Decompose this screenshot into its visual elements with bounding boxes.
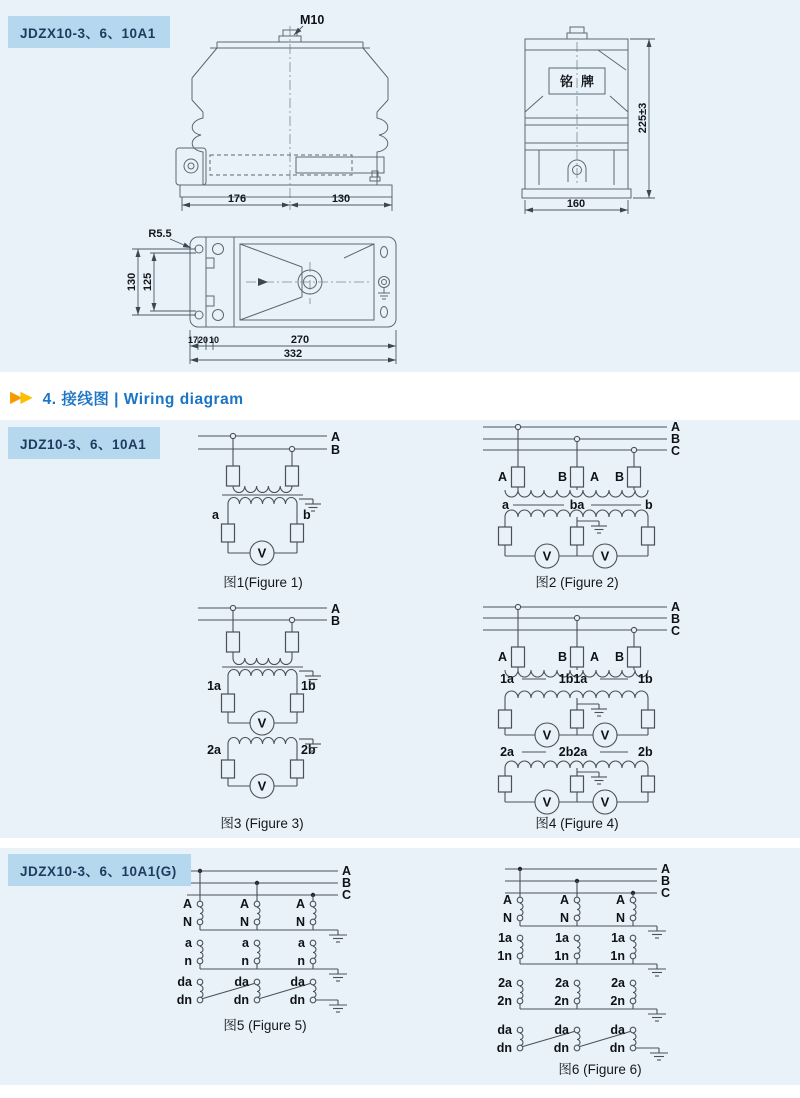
side-dim-height: 225±3 [637,102,649,134]
bus-label: A [671,420,681,434]
top-dim-a: 17 [187,335,199,345]
terminal-label: 1a [207,679,221,693]
direction-arrow-icon [258,278,268,286]
winding-label: da [554,1023,569,1037]
winding-label: da [177,975,192,989]
terminal-label: a [212,508,219,522]
winding-label: dn [496,1041,512,1055]
winding-label: dn [289,993,305,1007]
fuse [571,527,584,545]
figure-2 [483,420,680,590]
arrow-icon: ▶ [10,389,23,406]
winding-label: A [182,897,192,911]
winding-column [517,897,668,1060]
voltmeter-label: V [600,794,610,810]
ground-icon [329,1000,347,1012]
fuse [291,524,304,542]
primary-coil [233,486,292,493]
fuse [222,760,235,778]
product-chip-wiring-b: JDZX10-3、6、10A1(G) [8,854,191,886]
voltmeter-label: V [542,794,552,810]
secondary-coil-1 [228,670,297,677]
primary-label: B [557,650,567,664]
radius-label: R5.5 [148,228,172,240]
primary-label: B [614,650,624,664]
fuse [628,647,641,667]
fuse [571,710,584,728]
top-dim-c: 10 [208,335,220,345]
secondary-label: 1a [500,672,514,686]
primary-label: A [590,470,600,484]
secondary-label: 2b [638,745,653,759]
top-dim-outer: 130 [126,272,138,292]
winding-label: A [559,893,569,907]
ground-icon [648,964,666,976]
secondary-coil-1 [505,691,648,698]
fuse [642,527,655,545]
ground-icon [329,930,347,942]
winding-label: dn [609,1041,625,1055]
terminal-label: 2a [207,743,221,757]
right-bushing [377,112,388,185]
secondary-label: a [502,498,509,512]
bus-label: A [331,602,341,616]
bus-label: A [671,600,681,614]
product-chip-wiring-a: JDZ10-3、6、10A1 [8,427,160,459]
secondary-label: 1b [638,672,653,686]
winding-label: 1n [554,949,569,963]
voltmeter-label: V [600,548,610,564]
figure-caption: 图3 (Figure 3) [220,816,304,831]
ground-icon [329,969,347,981]
wiring-section-a [0,420,800,838]
ground-icon [577,772,607,784]
winding-label: N [295,915,305,929]
fuse [222,694,235,712]
winding-label: a [242,936,249,950]
fuse [286,466,299,486]
fuse [286,632,299,652]
winding-label: 2n [610,994,625,1008]
primary-label: B [614,470,624,484]
secondary-coil [228,498,297,505]
fuse [499,710,512,728]
winding-label: N [559,911,569,925]
winding-label: dn [553,1041,569,1055]
fuse [291,694,304,712]
figure-caption: 图2 (Figure 2) [535,575,619,590]
secondary-coil-2 [228,738,297,745]
fuse [571,776,584,792]
outline-drawing-section [0,0,800,372]
outline-drawings [0,0,800,372]
voltmeter-label: V [257,545,267,561]
fuse [227,466,240,486]
figure-caption: 图5 (Figure 5) [223,1018,307,1033]
figure-5 [177,864,351,1033]
winding-label: 2a [555,976,569,990]
secondary-coil-2 [505,761,648,768]
winding-label: A [615,893,625,907]
winding-label: n [241,954,249,968]
bus-label: C [661,886,671,900]
bus-label: B [671,612,681,626]
winding-label: A [502,893,512,907]
voltmeter-label: V [542,727,552,743]
primary-coil [505,490,648,497]
figure-4 [483,600,680,831]
voltmeter-label: V [542,548,552,564]
fuse [642,776,655,792]
top-dim-b: 20 [197,335,209,345]
fuse [499,527,512,545]
figure-caption: 图4 (Figure 4) [535,816,619,831]
primary-label: A [590,650,600,664]
secondary-label: ba [569,498,585,512]
bus-label: A [331,430,341,444]
winding-label: dn [176,993,192,1007]
ground-icon [648,1009,666,1021]
fuse [222,524,235,542]
winding-label: 2a [498,976,512,990]
top-view [126,228,396,364]
voltmeter-label: V [257,715,267,731]
terminal-label: b [303,508,311,522]
terminal-box-dashed [210,155,352,175]
bus-label: A [661,862,671,876]
winding-label: 1n [610,949,625,963]
product-chip-outline: JDZX10-3、6、10A1 [8,16,170,48]
voltmeter-label: V [257,778,267,794]
fuse [628,467,641,487]
bus-label: C [342,888,352,902]
fuse [512,467,525,487]
bus-label: B [342,876,352,890]
figure-caption: 图1(Figure 1) [223,575,303,590]
top-dim-inner: 125 [142,272,154,292]
winding-label: 1a [498,931,512,945]
winding-label: a [185,936,192,950]
front-view [176,13,392,211]
winding-label: N [239,915,249,929]
winding-label: n [297,954,305,968]
front-dim-right: 130 [331,193,351,205]
winding-label: 1n [497,949,512,963]
winding-label: 2a [611,976,625,990]
winding-label: 1a [611,931,625,945]
winding-label: da [610,1023,625,1037]
winding-label: dn [233,993,249,1007]
secondary-label: 2b2a [558,745,588,759]
figure-3 [198,602,340,831]
secondary-label: b [645,498,653,512]
winding-label: 1a [555,931,569,945]
fuse [291,760,304,778]
bus-label: B [661,874,671,888]
fuse [642,710,655,728]
fuse [571,467,584,487]
primary-coil [233,658,292,665]
top-dim-total: 332 [283,348,303,360]
ground-icon [650,1048,668,1060]
winding-label: N [615,911,625,925]
secondary-label: 2a [500,745,514,759]
side-dim-width: 160 [566,198,586,210]
winding-label: A [295,897,305,911]
wiring-figures-a [0,420,800,838]
bus-label: B [331,443,341,457]
primary-label: A [497,470,507,484]
ground-icon [378,288,390,299]
top-dim-d: 270 [290,334,310,346]
fuse [571,647,584,667]
section-title: 4. 接线图 | Wiring diagram [42,391,244,408]
winding-label: 2n [497,994,512,1008]
fuse [512,647,525,667]
bus-label: B [331,614,341,628]
fuse [499,776,512,792]
winding-label: a [298,936,305,950]
ground-icon [648,926,666,938]
terminal-label: 1b [301,679,316,693]
bolt-dim-label: M10 [300,13,325,27]
winding-label: N [182,915,192,929]
figure-caption: 图6 (Figure 6) [558,1062,642,1077]
side-view [522,27,655,214]
figure-1 [198,430,340,590]
winding-label: n [184,954,192,968]
bus-label: A [342,864,352,878]
winding-label: 2n [554,994,569,1008]
nameplate-label: 铭牌 [559,74,603,89]
winding-label: A [239,897,249,911]
bus-label: C [671,624,681,638]
winding-label: da [497,1023,512,1037]
terminal-label: 2b [301,743,316,757]
figure-6 [497,862,670,1077]
voltmeter-label: V [600,727,610,743]
arrow-icon: ▶ [20,389,33,406]
winding-label: da [234,975,249,989]
winding-label: N [502,911,512,925]
primary-label: B [557,470,567,484]
winding-label: da [290,975,305,989]
fuse [227,632,240,652]
bus-label: C [671,444,681,458]
primary-label: A [497,650,507,664]
winding-column [197,901,347,1012]
front-dim-left: 176 [227,193,247,205]
bus-label: B [671,432,681,446]
section-header [0,380,800,416]
secondary-label: 1b1a [558,672,588,686]
